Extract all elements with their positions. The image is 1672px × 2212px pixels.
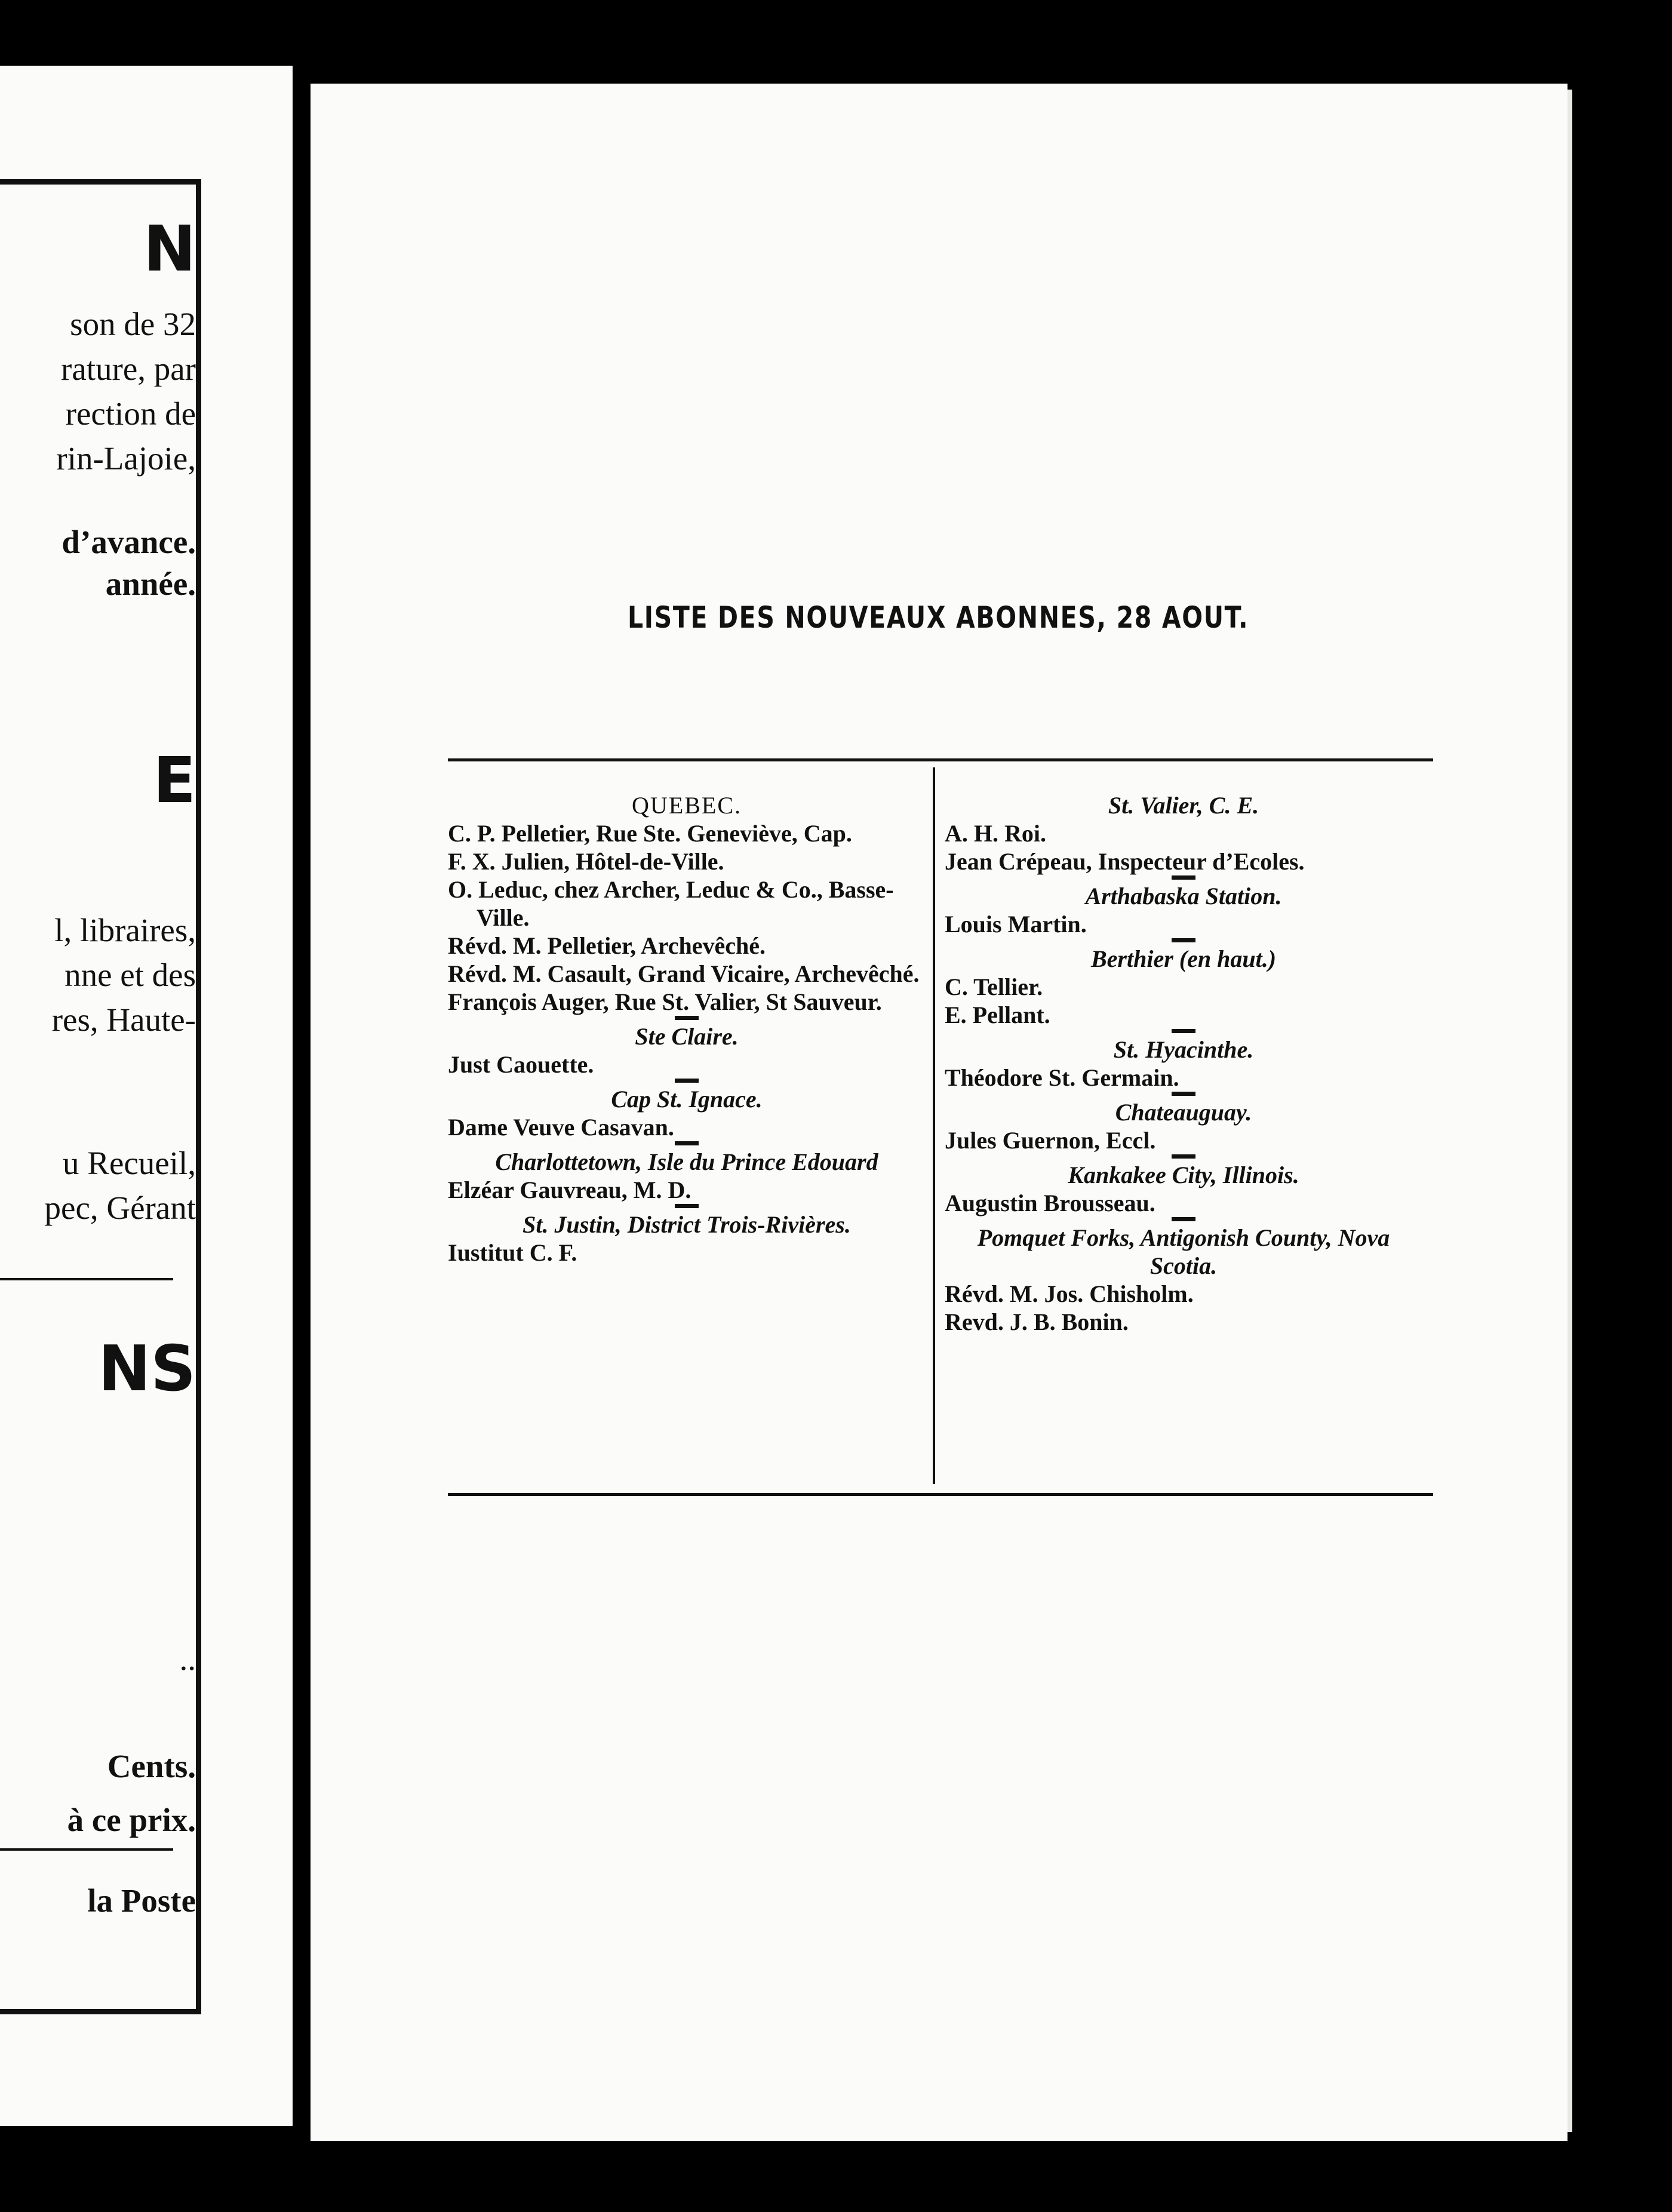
place-heading: Charlottetown, Isle du Prince Edouard [495, 1148, 878, 1175]
left-page-fragment-text: rin-Lajoie, [56, 440, 196, 477]
subscriber-entry: Just Caouette. [448, 1051, 594, 1078]
place-heading: Berthier (en haut.) [1090, 945, 1277, 972]
subscriber-entry: François Auger, Rue St. Valier, St Sauveur. [448, 988, 882, 1015]
place-heading: St. Hyacinthe. [1113, 1036, 1254, 1063]
page-title: LISTE DES NOUVEAUX ABONNES, 28 AOUT. [628, 600, 1249, 635]
subscriber-entry: Révd. M. Jos. Chisholm. [945, 1280, 1194, 1307]
subscriber-entry: Jules Guernon, Eccl. [945, 1127, 1156, 1154]
left-divider [0, 1848, 173, 1851]
left-page-fragment [0, 66, 293, 2126]
section-dash [675, 1141, 699, 1145]
subscriber-entry: O. Leduc, chez Archer, Leduc & Co., Basse-Ville. [448, 876, 894, 931]
left-divider [0, 1278, 173, 1280]
subscriber-column-left [448, 791, 926, 1267]
subscriber-entry: E. Pellant. [945, 1001, 1050, 1028]
subscriber-entry: C. P. Pelletier, Rue Ste. Geneviève, Cap. [448, 820, 852, 847]
section-dash [675, 1079, 699, 1083]
subscriber-entry: F. X. Julien, Hôtel-de-Ville. [448, 848, 724, 875]
place-heading: Ste Claire. [635, 1023, 739, 1050]
subscriber-entry: C. Tellier. [945, 973, 1043, 1000]
left-page-fragment-text: res, Haute- [51, 1001, 196, 1038]
place-heading: Kankakee City, Illinois. [1068, 1162, 1299, 1188]
section-dash [1172, 1029, 1195, 1033]
left-page-fragment-text: nne et des [64, 957, 196, 993]
left-page-fragment-text: la Poste [87, 1882, 196, 1919]
left-page-fragment-text: rature, par [61, 351, 196, 387]
left-page-fragment-text: NS [98, 1332, 196, 1405]
subscriber-entry: Jean Crépeau, Inspecteur d’Ecoles. [945, 848, 1305, 875]
subscriber-entry: Théodore St. Germain. [945, 1064, 1179, 1091]
section-dash [1172, 1217, 1195, 1221]
left-page-fragment-text: pec, Gérant [44, 1190, 196, 1226]
subscriber-entry: Revd. J. B. Bonin. [945, 1308, 1129, 1335]
place-heading: Chateauguay. [1115, 1099, 1252, 1126]
subscriber-list [448, 758, 1433, 1496]
left-page-fragment-text: à ce prix. [67, 1802, 196, 1838]
left-page-fragment-text: d’avance. [62, 524, 196, 560]
left-page-fragment-text: l, libraires, [54, 912, 196, 948]
subscriber-entry: A. H. Roi. [945, 820, 1046, 847]
left-page-fragment-text: Cents. [107, 1748, 196, 1784]
place-heading: QUEBEC. [632, 792, 742, 819]
page-edge [1568, 90, 1572, 2132]
left-page-fragment-text: année. [105, 566, 196, 602]
place-heading: Cap St. Ignace. [611, 1086, 763, 1113]
column-divider [933, 767, 935, 1484]
subscriber-column-right [945, 791, 1422, 1336]
left-page-fragment-text: N [143, 213, 196, 285]
page-gutter [293, 102, 311, 2120]
subscriber-entry: Iustitut C. F. [448, 1239, 577, 1266]
section-dash [675, 1016, 699, 1020]
left-page-fragment-text: u Recueil, [63, 1145, 196, 1181]
subscriber-entry: Elzéar Gauvreau, M. D. [448, 1176, 691, 1203]
subscriber-entry: Dame Veuve Casavan. [448, 1114, 674, 1141]
subscriber-entry: Augustin Brousseau. [945, 1190, 1155, 1216]
section-dash [1172, 875, 1195, 880]
subscriber-entry: Révd. M. Pelletier, Archevêché. [448, 932, 766, 959]
subscriber-entry: Révd. M. Casault, Grand Vicaire, Archevêché. [448, 960, 920, 987]
place-heading: Pomquet Forks, Antigonish County, Nova Scotia. [977, 1224, 1390, 1279]
place-heading: St. Justin, District Trois-Rivières. [522, 1211, 851, 1238]
place-heading: Arthabaska Station. [1085, 883, 1282, 910]
section-dash [1172, 938, 1195, 942]
right-page [311, 84, 1568, 2141]
section-dash [1172, 1154, 1195, 1159]
left-page-fragment-text: son de 32 [70, 306, 196, 342]
left-page-fragment-text: .. [179, 1640, 196, 1677]
place-heading: St. Valier, C. E. [1108, 792, 1259, 819]
section-dash [1172, 1092, 1195, 1096]
section-dash [675, 1204, 699, 1208]
subscriber-entry: Louis Martin. [945, 911, 1087, 938]
left-page-fragment-text: rection de [65, 395, 196, 432]
left-page-fragment-text: E [153, 744, 196, 817]
